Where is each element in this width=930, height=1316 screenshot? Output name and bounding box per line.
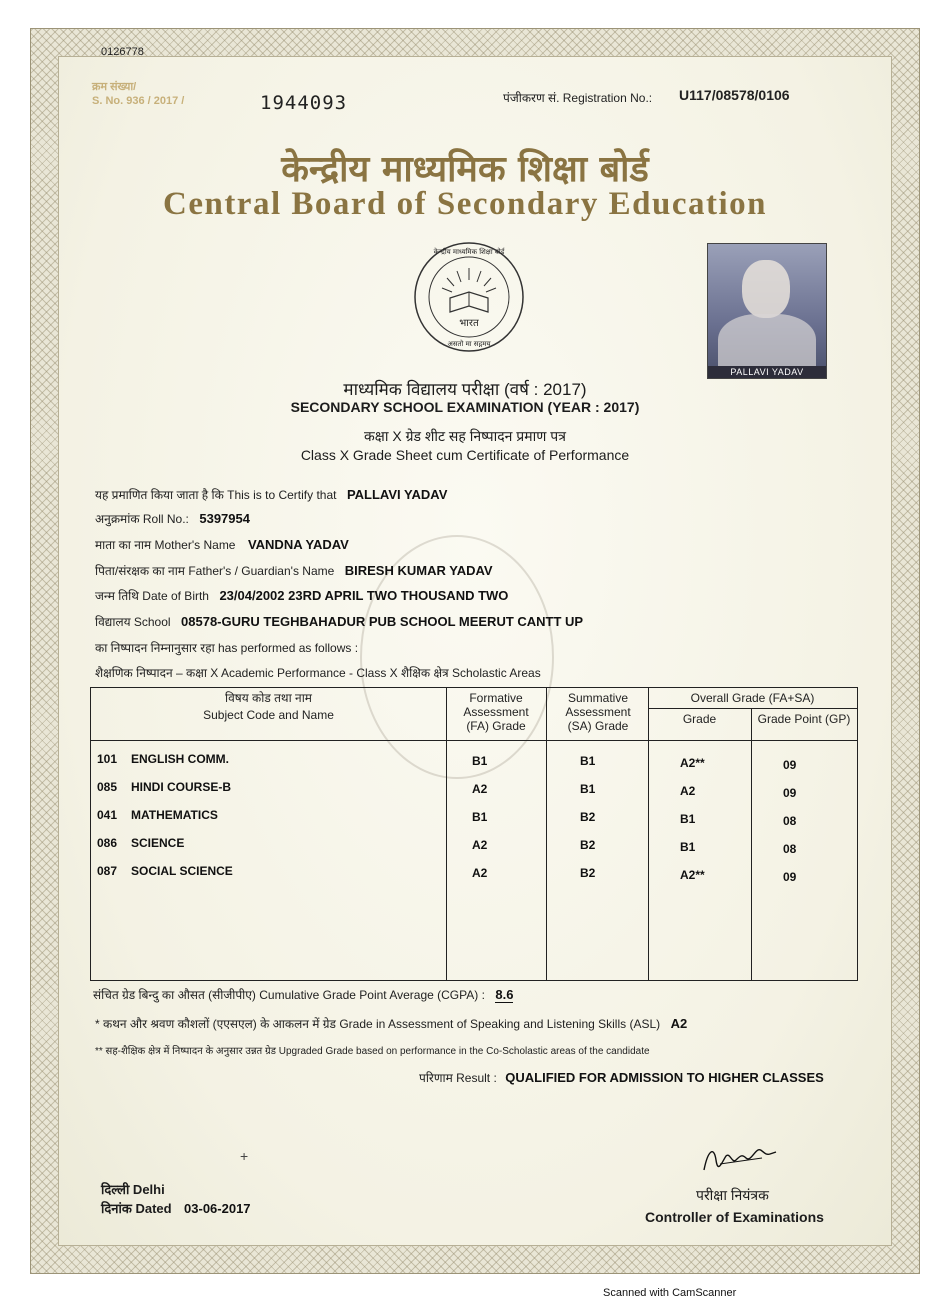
upgraded-note: ** सह-शैक्षिक क्षेत्र में निष्पादन के अनुसार उन्नत ग्रेड Upgraded Grade based on performance in the Co-Scholastic areas of the candidate (95, 1046, 650, 1057)
row-subject: SOCIAL SCIENCE (131, 864, 233, 878)
controller-signature (700, 1140, 780, 1180)
registration-value: U117/08578/0106 (679, 87, 790, 103)
photo-face (742, 260, 790, 318)
school-row (95, 613, 583, 631)
dob-label: जन्म तिथि Date of Birth (95, 589, 209, 603)
row-grade: A2** (680, 756, 705, 770)
header-fa: Formative Assessment (FA) Grade (463, 691, 529, 733)
exam-title-hindi: माध्यमिक विद्यालय परीक्षा (वर्ष : 2017) (343, 380, 587, 399)
result-value: QUALIFIED FOR ADMISSION TO HIGHER CLASSES (505, 1070, 824, 1085)
roll-number: 5397954 (199, 511, 250, 526)
dated-value: 03-06-2017 (184, 1201, 251, 1216)
place: दिल्ली Delhi (101, 1182, 165, 1197)
margin-mark: + (240, 1148, 249, 1164)
emblem-top-text: केन्द्रीय माध्यमिक शिक्षा बोर्ड (433, 248, 505, 256)
header-sa: Summative Assessment (SA) Grade (565, 691, 631, 733)
row-fa: A2 (472, 866, 488, 880)
cbse-emblem (412, 240, 526, 354)
mother-row (95, 536, 349, 554)
row-fa: A2 (472, 782, 488, 796)
row-sa: B1 (580, 782, 596, 796)
asl-label: * कथन और श्रवण कौशलों (एएसएल) के आकलन में ग्रेड Grade in Assessment of Speaking and Listening Skills (ASL) (95, 1017, 661, 1031)
row-gp: 08 (783, 842, 797, 856)
serial-number-value: 1944093 (260, 92, 348, 114)
row-gp: 08 (783, 814, 797, 828)
controller-hindi: परीक्षा नियंत्रक (696, 1187, 769, 1203)
roll-row (95, 510, 250, 528)
dated-label: दिनांक Dated (101, 1201, 172, 1216)
roll-label: अनुक्रमांक Roll No.: (95, 512, 189, 526)
row-subject: ENGLISH COMM. (131, 752, 229, 766)
row-gp: 09 (783, 758, 797, 772)
academic-label: शैक्षणिक निष्पादन – कक्षा X Academic Performance - Class X शैक्षिक क्षेत्र Scholastic Areas (95, 666, 541, 680)
school-value: 08578-GURU TEGHBAHADUR PUB SCHOOL MEERUT CANTT UP (181, 614, 584, 629)
row-code: 041 (97, 808, 118, 822)
cgpa-value: 8.6 (495, 987, 514, 1002)
row-subject: SCIENCE (131, 836, 185, 850)
row-code: 087 (97, 864, 118, 878)
dob-value: 23/04/2002 23RD APRIL TWO THOUSAND TWO (219, 588, 509, 603)
header-grade: Grade (682, 712, 717, 726)
dated-row (101, 1199, 251, 1218)
row-subject: MATHEMATICS (131, 808, 218, 822)
row-gp: 09 (783, 870, 797, 884)
emblem-bottom-text: असतो मा सद्गमय (447, 340, 491, 348)
certify-row (95, 486, 447, 504)
row-sa: B2 (580, 810, 596, 824)
row-fa: A2 (472, 838, 488, 852)
row-subject: HINDI COURSE-B (131, 780, 232, 794)
school-label: विद्यालय School (95, 615, 171, 629)
header-subject-hindi: विषय कोड तथा नाम (225, 691, 312, 705)
row-sa: B2 (580, 838, 596, 852)
mother-label: माता का नाम Mother's Name (95, 538, 236, 552)
row-gp: 09 (783, 786, 797, 800)
registration-label: पंजीकरण सं. Registration No.: (503, 91, 653, 105)
row-code: 085 (97, 780, 118, 794)
row-fa: B1 (472, 754, 488, 768)
certify-label: यह प्रमाणित किया जाता है कि This is to Certify that (95, 488, 337, 502)
cgpa-label: संचित ग्रेड बिन्दु का औसत (सीजीपीए) Cumulative Grade Point Average (CGPA) : (93, 988, 485, 1002)
scanner-footer: Scanned with CamScanner (603, 1287, 737, 1299)
candidate-photo (707, 243, 827, 379)
row-grade: B1 (680, 840, 696, 854)
exam-title-english: SECONDARY SCHOOL EXAMINATION (YEAR : 2017) (290, 399, 640, 415)
mother-name: VANDNA YADAV (247, 537, 349, 552)
row-sa: B2 (580, 866, 596, 880)
asl-value: A2 (670, 1016, 688, 1031)
serial-number-hindi: क्रम संख्या/ (92, 81, 137, 93)
row-fa: B1 (472, 810, 488, 824)
asl-row (95, 1015, 687, 1033)
header-grade-point: Grade Point (GP) (757, 712, 851, 726)
dob-row (95, 587, 508, 605)
photo-caption: PALLAVI YADAV (708, 366, 826, 378)
result-label: परिणाम Result : (419, 1071, 497, 1085)
controller-english: Controller of Examinations (645, 1209, 824, 1225)
emblem-center-text: भारत (459, 318, 479, 329)
header-subject-english: Subject Code and Name (203, 708, 334, 722)
row-grade: B1 (680, 812, 696, 826)
row-grade: A2 (680, 784, 696, 798)
father-name: BIRESH KUMAR YADAV (344, 563, 493, 578)
row-code: 086 (97, 836, 118, 850)
performed-label: का निष्पादन निम्नानुसार रहा has performed as follows : (95, 641, 359, 655)
serial-top: 0126778 (101, 46, 144, 58)
candidate-name: PALLAVI YADAV (346, 487, 448, 502)
grade-sheet-english: Class X Grade Sheet cum Certificate of Performance (300, 447, 630, 463)
father-label: पिता/संरक्षक का नाम Father's / Guardian's Name (95, 564, 335, 578)
board-title-english: Central Board of Secondary Education (162, 186, 767, 222)
row-code: 101 (97, 752, 118, 766)
serial-number-label (92, 80, 184, 108)
serial-number-english: S. No. 936 / 2017 / (92, 95, 185, 107)
grade-sheet-hindi: कक्षा X ग्रेड शीट सह निष्पादन प्रमाण पत्र (364, 428, 566, 444)
row-grade: A2** (680, 868, 705, 882)
cgpa-row (93, 986, 513, 1004)
header-overall: Overall Grade (FA+SA) (690, 691, 815, 705)
result-row (419, 1069, 824, 1087)
row-sa: B1 (580, 754, 596, 768)
board-title-hindi: केन्द्रीय माध्यमिक शिक्षा बोर्ड (281, 148, 649, 190)
grades-table (90, 687, 858, 981)
father-row (95, 562, 493, 580)
